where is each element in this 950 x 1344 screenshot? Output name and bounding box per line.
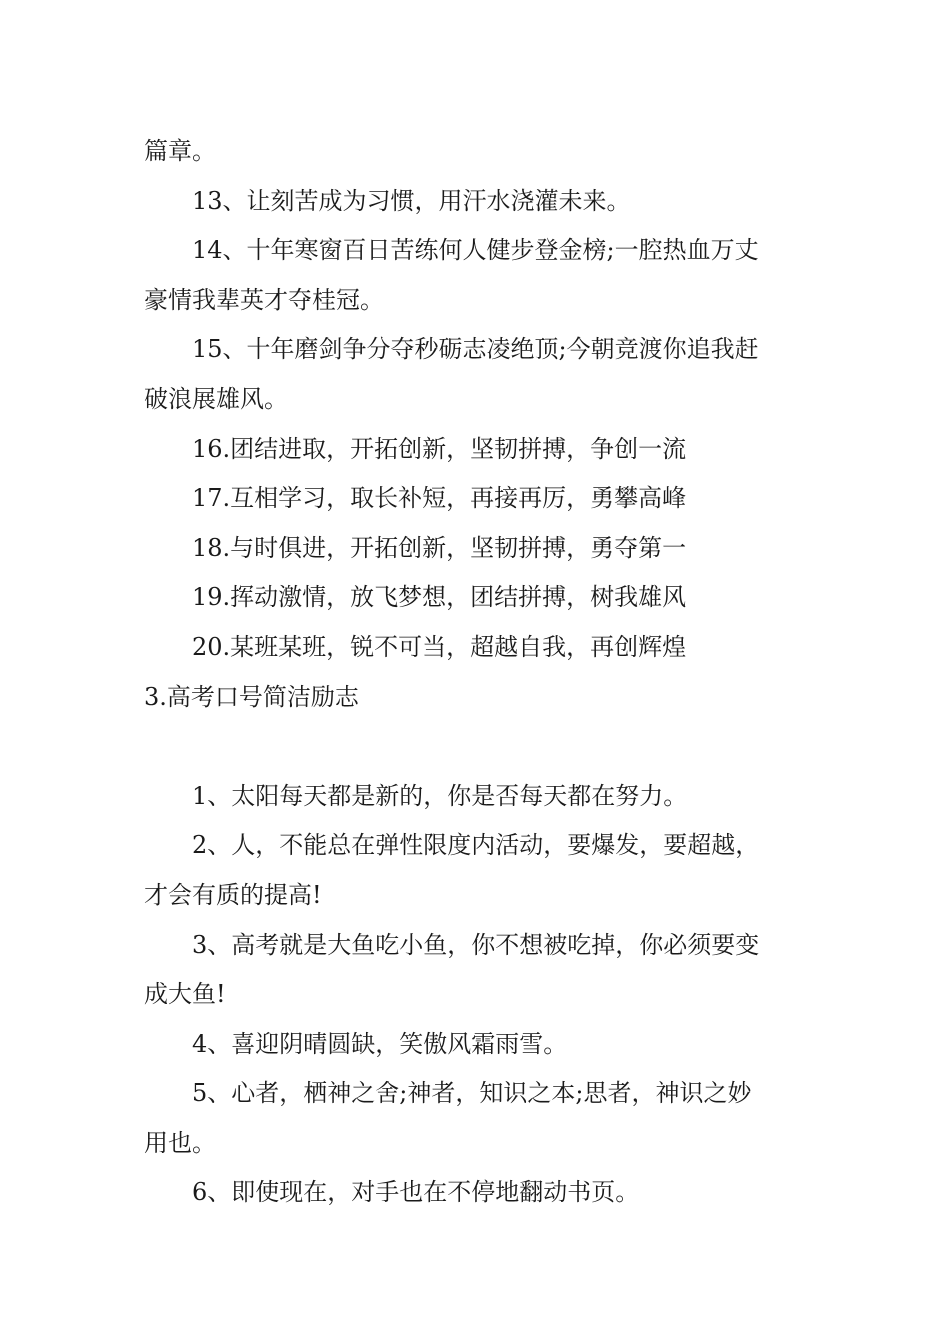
section-heading: 3.高考口号简洁励志 <box>144 682 359 711</box>
list-item-17: 17.互相学习，取长补短，再接再厉，勇攀高峰 <box>192 484 687 513</box>
list-item-3: 3、高考就是大鱼吃小鱼，你不想被吃掉，你必须要变 <box>192 930 760 959</box>
list-item-5-continuation: 用也。 <box>144 1128 216 1157</box>
document-body <box>144 127 814 1218</box>
list-item-14-continuation: 豪情我辈英才夺桂冠。 <box>144 285 384 314</box>
list-item-19: 19.挥动激情，放飞梦想，团结拼搏，树我雄风 <box>192 583 687 612</box>
list-item-15-continuation: 破浪展雄风。 <box>144 384 288 413</box>
list-item-6: 6、即使现在，对手也在不停地翻动书页。 <box>192 1178 640 1207</box>
list-item-13: 13、让刻苦成为习惯，用汗水浇灌未来。 <box>192 186 631 215</box>
list-item-16: 16.团结进取，开拓创新，坚韧拼搏，争创一流 <box>192 434 687 463</box>
list-item-2: 2、人，不能总在弹性限度内活动，要爆发，要超越， <box>192 831 760 860</box>
list-item-5: 5、心者，栖神之舍;神者，知识之本;思者，神识之妙 <box>192 1079 752 1108</box>
blank-line <box>144 722 814 772</box>
list-item-14: 14、十年寒窗百日苦练何人健步登金榜;一腔热血万丈 <box>192 236 759 265</box>
list-item-3-continuation: 成大鱼! <box>144 980 226 1009</box>
list-item-4: 4、喜迎阴晴圆缺，笑傲风霜雨雪。 <box>192 1029 568 1058</box>
list-item-2-continuation: 才会有质的提高! <box>144 880 322 909</box>
list-item-20: 20.某班某班，锐不可当，超越自我，再创辉煌 <box>192 632 687 661</box>
text-line-continuation: 篇章。 <box>144 137 216 165</box>
list-item-18: 18.与时俱进，开拓创新，坚韧拼搏，勇夺第一 <box>192 533 687 562</box>
list-item-15: 15、十年磨剑争分夺秒砺志凌绝顶;今朝竞渡你追我赶 <box>192 335 759 364</box>
list-item-1: 1、太阳每天都是新的，你是否每天都在努力。 <box>192 781 688 810</box>
